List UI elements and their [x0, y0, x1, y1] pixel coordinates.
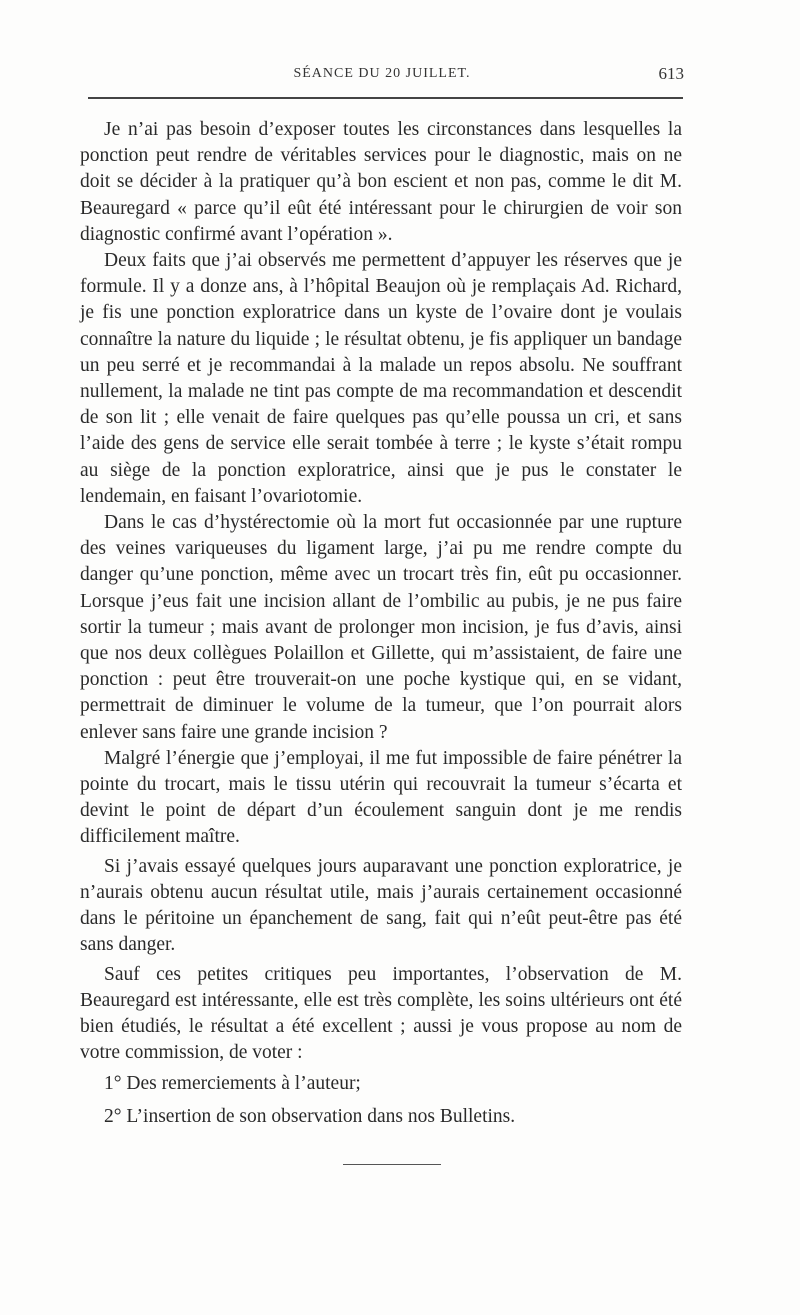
running-title: SÉANCE DU 20 JUILLET. [293, 66, 471, 81]
end-rule [343, 1164, 441, 1165]
running-header [82, 62, 682, 90]
paragraph: Deux faits que j’ai observés me permettent d’appuyer les réserves que je formule. Il y a donze ans, à l’hôpital Beaujon où je remplaçais Ad. Richard, je fis une ponction exploratrice dans un kyste de l’ovaire dont je voulais connaître la nature du liquide ; le résultat obtenu, je fis appliquer un bandage un peu serré et je recommandai à la malade un repos absolu. Ne souffrant nullement, la malade ne tint pas compte de ma recommandation et descendit de son lit ; elle venait de faire quelques pas qu’elle poussa un cri, et sans l’aide des gens de service elle serait tombée à terre ; le kyste s’était rompu au siège de la ponction exploratrice, ainsi que je pus le constater le lendemain, en faisant l’ovariotomie. [80, 250, 682, 507]
paragraph: Je n’ai pas besoin d’exposer toutes les circonstances dans lesquelles la ponction peut rendre de véritables services pour le diagnostic, mais on ne doit se décider à la pratiquer qu’à bon escient et non pas, comme le dit M. Beauregard « parce qu’il eût été intéressant pour le chirurgien de voir son diagnostic confirmé avant l’opération ». [80, 119, 682, 245]
paragraph: Dans le cas d’hystérectomie où la mort fut occasionnée par une rupture des veines variqueuses du ligament large, j’ai pu me rendre compte du danger qu’une ponction, même avec un trocart très fin, eût pu occasionner. Lorsque j’eus fait une incision allant de l’ombilic au pubis, je ne pus faire sortir la tumeur ; mais avant de prolonger mon incision, je fus d’avis, ainsi que nos deux collègues Polaillon et Gillette, qui m’assistaient, de faire une ponction : peut être trouverait-on une poche kystique qui, en se vidant, permettrait de diminuer le volume de la tumeur, que l’on pourrait alors enlever sans faire une grande incision ? [80, 512, 682, 743]
paragraph: Malgré l’énergie que j’employai, il me fut impossible de faire pénétrer la pointe du trocart, mais le tissu utérin qui recouvrait la tumeur s’écarta et devint le point de départ d’un écoulement sanguin dont je me rendis difficilement maître. [80, 747, 682, 848]
page-number: 613 [658, 64, 684, 83]
body-text [80, 117, 682, 1130]
paragraph: Sauf ces petites critiques peu importantes, l’observation de M. Beauregard est intéressante, elle est très complète, les soins ultérieurs ont été bien étudiés, le résultat a été excellent ; aussi je vous propose au nom de votre commission, de voter : [80, 963, 682, 1064]
list-item: 2° L’insertion de son observation dans nos Bulletins. [104, 1105, 516, 1127]
header-rule [88, 97, 683, 99]
paragraph: Si j’avais essayé quelques jours auparavant une ponction exploratrice, je n’aurais obtenu aucun résultat utile, mais j’aurais certainement occasionné dans le péritoine un épanchement de sang, fait qui n’eût peut-être pas été sans danger. [80, 855, 682, 956]
list-item: 1° Des remerciements à l’auteur; [104, 1073, 361, 1095]
